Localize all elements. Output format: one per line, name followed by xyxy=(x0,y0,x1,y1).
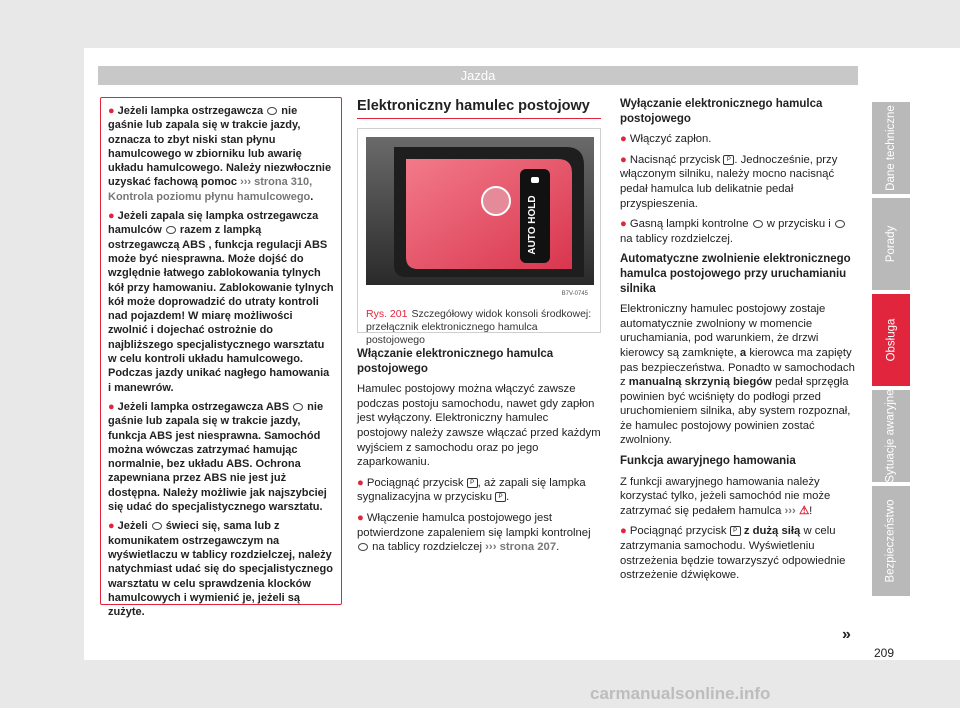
bullet-icon: ● xyxy=(108,210,115,223)
brake-pad-wear-icon xyxy=(152,522,162,530)
reference-link[interactable]: ››› xyxy=(784,504,796,517)
list-item: ● Pociągnąć przycisk P z dużą siłą w celu zatrzymania samochodu. Wyświetleniu ostrzeżenia będzie towarzyszyć odpowiednie ostrzeżenie dźwiękowe. xyxy=(620,525,846,582)
brake-warning-icon xyxy=(835,220,845,228)
bullet-icon: ● xyxy=(620,218,627,231)
tab-bezpieczenstwo[interactable]: Bezpieczeństwo xyxy=(872,486,910,596)
abs-warning-icon xyxy=(293,403,303,411)
continue-marker: » xyxy=(842,626,851,643)
subheading-auto-release: Automatyczne zwolnienie elektronicznego hamulca postojowego przy uruchamianiu silnika xyxy=(620,253,851,295)
parking-brake-button-icon: P xyxy=(730,526,741,536)
list-item: ● Pociągnąć przycisk P , aż zapali się lampka sygnalizacyjna w przycisku P . xyxy=(357,476,586,504)
column-middle xyxy=(357,97,601,561)
bullet-icon: ● xyxy=(108,400,115,413)
paragraph: Elektroniczny hamulec postojowy zostaje automatycznie zwolniony w momencie uruchamiania, pod warunkiem, że drzwi kierowcy są zamknięte, a kierowca ma zapięty pas bezpieczeństwa. Ponadto w samochodach z manualną skrzynią biegów pedał sprzęgła powinien być wciśnięty do podłogi przed uruchomieniem silnika, aby system rozpoznał, że hamulec postojowy powinien zostać zwolniony. xyxy=(620,303,855,447)
tab-sytuacje-awaryjne[interactable]: Sytuacje awaryjne xyxy=(872,390,910,482)
warning-item: ● Jeżeli lampka ostrzegawcza ABS nie gaśnie lub zapala się w trakcie jazdy, funkcja ABS jest niesprawna. Samochód można wówczas zatrzymać hamując normalnie, bez układu ABS. Ochrona zapewniana przez ABS nie jest już dostępna. Należy możliwie jak najszybciej się udać do specjalistycznego warsztatu. xyxy=(108,400,327,514)
bullet-icon: ● xyxy=(108,105,115,117)
figure-number: Rys. 201 xyxy=(366,308,408,320)
warning-item: ● Jeżeli świeci się, sama lub z komunikatem ostrzegawczym na wyświetlaczu w tablicy rozdzielczej, należy natychmiast udać się do specjalistycznego warsztatu w celu sprawdzenia klocków hamulcowych i wymienić je, jeżeli są zużyte. xyxy=(108,520,333,619)
subheading-emergency: Funkcja awaryjnego hamowania xyxy=(620,455,796,468)
bullet-icon: ● xyxy=(357,476,364,489)
subheading-enable: Włączanie elektronicznego hamulca postojowego xyxy=(357,348,554,375)
bullet-icon: ● xyxy=(620,153,627,166)
warning-item: ● Jeżeli zapala się lampka ostrzegawcza hamulców razem z lampką ostrzegawczą ABS , funkcja regulacji ABS może być niesprawna. Może dojść do względnie łatwego zablokowania tylnych kół przy hamowaniu. Zablokowanie tylnych kół może doprowadzić do utraty kontroli nad pojazdem! W miarę możliwości zwolnić i dojechać ostrożnie do najbliższego specjalistycznego warsztatu w celu kontroli układu hamulcowego. Podczas jazdy unikać nagłego hamowania i manewrów. xyxy=(108,210,334,394)
list-item: ● Włączyć zapłon. xyxy=(620,133,712,146)
bullet-icon: ● xyxy=(620,525,627,538)
warning-triangle-icon: ⚠ xyxy=(798,504,810,517)
list-item: ● Włączenie hamulca postojowego jest potwierdzone zapaleniem się lampki kontrolnej na tablicy rozdzielczej ››› strona 207. xyxy=(357,511,591,554)
parking-brake-lamp-icon: P xyxy=(495,492,506,502)
section-title: Elektroniczny hamulec postojowy xyxy=(357,97,601,119)
tab-dane-techniczne[interactable]: Dane techniczne xyxy=(872,102,910,194)
figure-caption: Rys. 201 Szczegółowy widok konsoli środkowej: przełącznik elektronicznego hamulca postojowego xyxy=(366,308,592,346)
parking-brake-lamp-icon xyxy=(753,220,763,228)
brake-warning-icon xyxy=(358,543,368,551)
bullet-icon: ● xyxy=(108,520,115,533)
column-right xyxy=(620,97,860,589)
page-number: 209 xyxy=(874,646,895,660)
subheading-disable: Wyłączanie elektronicznego hamulca postojowego xyxy=(620,98,823,125)
page-header: Jazda xyxy=(98,66,858,85)
tab-porady[interactable]: Porady xyxy=(872,198,910,290)
reference-link[interactable]: ››› strona 310, Kontrola poziomu płynu hamulcowego xyxy=(108,176,313,203)
figure xyxy=(357,128,601,346)
bullet-icon: ● xyxy=(357,511,364,524)
tab-obsluga[interactable]: Obsługa xyxy=(872,294,910,386)
list-item: ● Gasną lampki kontrolne w przycisku i na tablicy rozdzielczej. xyxy=(620,217,860,246)
bullet-icon: ● xyxy=(620,133,627,146)
paragraph: Z funkcji awaryjnego hamowania należy korzystać tylko, jeżeli samochód nie może zatrzymać się pedałem hamulca ››› ⚠! xyxy=(620,475,831,517)
parking-brake-console-image xyxy=(366,137,594,285)
auto-hold-label: AUTO HOLD xyxy=(527,195,538,255)
brake-warning-icon xyxy=(166,226,176,234)
brake-warning-icon xyxy=(267,107,277,115)
reference-link[interactable]: ››› strona 207 xyxy=(485,541,557,554)
parking-brake-button-icon: P xyxy=(723,155,734,165)
list-item: ● Nacisnąć przycisk P . Jednocześnie, przy włączonym silniku, należy mocno nacisnąć pedał hamulca lub delikatnie pedał przyspieszenia. xyxy=(620,153,838,210)
figure-code: B7V-0745 xyxy=(561,291,588,297)
warning-box xyxy=(100,97,342,619)
parking-brake-button-icon: P xyxy=(467,478,478,488)
watermark: carmanualsonline.info xyxy=(590,684,771,703)
warning-item: ● Jeżeli lampka ostrzegawcza nie gaśnie lub zapala się w trakcie jazdy, oznacza to zbyt niski stan płynu hamulcowego w zbiorniku lub awarię układu hamulcowego. Należy niezwłocznie uzyskać fachową pomoc ››› strona 310, Kontrola poziomu płynu hamulcowego. xyxy=(108,105,332,203)
paragraph: Hamulec postojowy można włączyć zawsze podczas postoju samochodu, nawet gdy zapłon jest wyłączony. Elektroniczny hamulec postojowy należy zawsze włączać przed każdym wyjściem z samochodu oraz po jego zaparkowaniu. xyxy=(357,383,601,469)
